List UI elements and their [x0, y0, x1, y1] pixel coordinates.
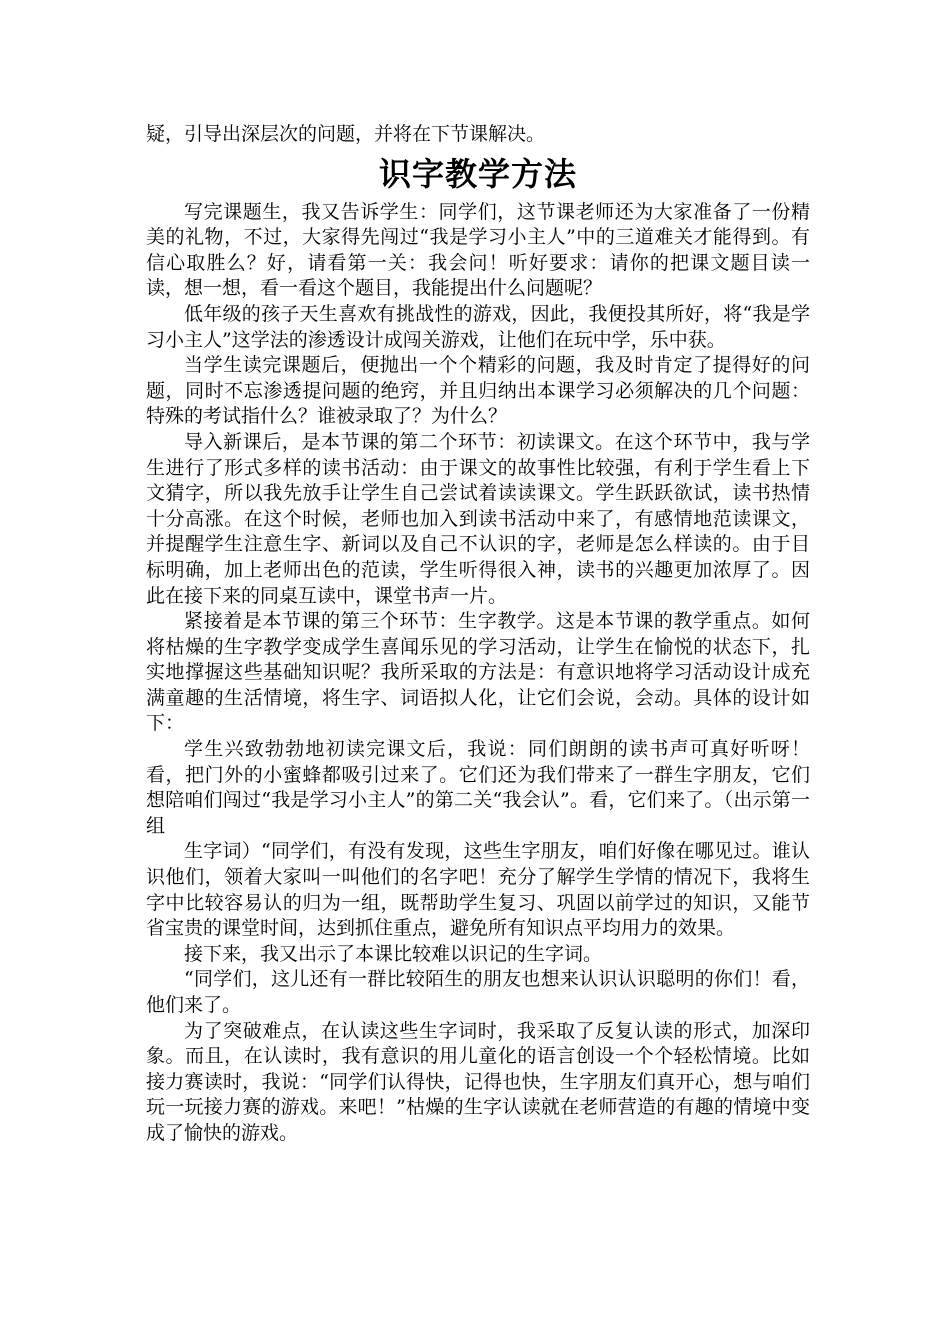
body-paragraph-1: 写完课题生，我又告诉学生：同学们，这节课老师还为大家准备了一份精美的礼物，不过，大家得先闯过“我是学习小主人”中的三道难关才能得到。有信心取胜么？好，请看第一关：我会问！听好要求：请你的把课文题目读一读，想一想，看一看这个题目，我能提出什么问题呢？ [146, 200, 810, 300]
body-paragraph-8: 接下来，我又出示了本课比较难以识记的生字词。 [184, 942, 603, 965]
body-paragraph-9: “同学们，这儿还有一群比较陌生的朋友也想来认识认识聪明的你们！看，他们来了。 [146, 968, 810, 1016]
body-paragraph-7: 生字词）“同学们，有没有发现，这些生字朋友，咱们好像在哪见过。谁认识他们，领着大家叫一叫他们的名字吧！充分了解学生学情的情况下，我将生字中比较容易认的归为一组，既帮助学生复习、巩固以前学过的知识，又能节省宝贵的课堂时间，达到抓住重点，避免所有知识点平均用力的效果。 [146, 840, 810, 940]
body-paragraph-10: 为了突破难点，在认读这些生字词时，我采取了反复认读的形式，加深印象。而且，在认读时，我有意识的用儿童化的语言创设一个个轻松情境。比如接力赛读时，我说：“同学们认得快，记得也快，生字朋友们真开心，想与咱们玩一玩接力赛的游戏。来吧！”枯燥的生字认读就在老师营造的有趣的情境中变成了愉快的游戏。 [146, 1019, 810, 1144]
body-paragraph-3: 当学生读完课题后，便抛出一个个精彩的问题，我及时肯定了提得好的问题，同时不忘渗透提问题的绝窍，并且归纳出本课学习必须解决的几个问题：特殊的考试指什么？谁被录取了？为什么？ [146, 354, 810, 428]
body-paragraph-6: 学生兴致勃勃地初读完课文后，我说：同们朗朗的读书声可真好听呀！看，把门外的小蜜蜂都吸引过来了。它们还为我们带来了一群生字朋友，它们想陪咱们闯过“我是学习小主人”的第二关“我会认”。看，它们来了。（出示第一组 [146, 738, 810, 837]
lead-paragraph: 疑，引导出深层次的问题，并将在下节课解决。 [146, 123, 546, 145]
page-title: 识字教学方法 [378, 154, 577, 193]
body-paragraph-4: 导入新课后，是本节课的第二个环节：初读课文。在这个环节中，我与学生进行了形式多样的读书活动：由于课文的故事性比较强，有利于学生看上下文猜字，所以我先放手让学生自己尝试着读读课文。学生跃跃欲试，读书热情十分高涨。在这个时候，老师也加入到读书活动中来了，有感情地范读课文，并提醒学生注意生字、新词以及自己不认识的字，老师是怎么样读的。由于目标明确，加上老师出色的范读，学生听得很入神，读书的兴趣更加浓厚了。因此在接下来的同桌互读中，课堂书声一片。 [146, 430, 810, 607]
body-paragraph-2: 低年级的孩子天生喜欢有挑战性的游戏，因此，我便投其所好，将“我是学习小主人”这学法的渗透设计成闯关游戏，让他们在玩中学，乐中获。 [146, 302, 810, 351]
document-page [146, 122, 810, 1147]
body-paragraph-5: 紧接着是本节课的第三个环节：生字教学。这是本节课的教学重点。如何将枯燥的生字教学变成学生喜闻乐见的学习活动，让学生在愉悦的状态下，扎实地撑握这些基础知识呢？我所采取的方法是：有意识地将学习活动设计成充满童趣的生活情境，将生字、词语拟人化，让它们会说，会动。具体的设计如下： [146, 610, 810, 735]
